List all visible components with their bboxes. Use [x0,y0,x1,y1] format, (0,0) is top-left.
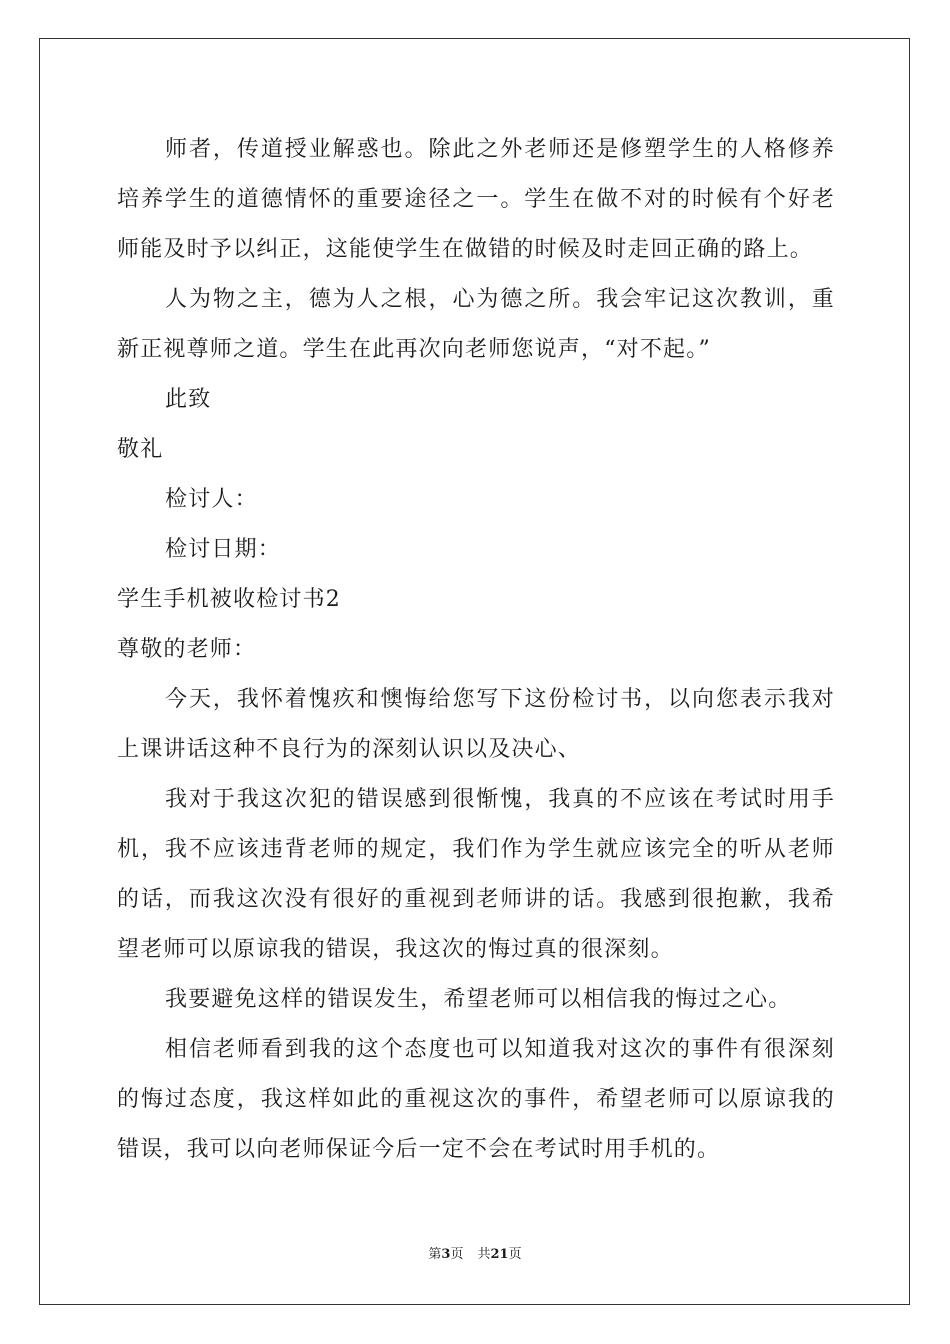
greeting: 尊敬的老师： [117,637,257,662]
signer-line: 检讨人： [165,487,258,512]
paragraph: 师者，传道授业解惑也。除此之外老师还是修塑学生的人格修养培养学生的道德情怀的重要途径之一。学生在做不对的时候有个好老师能及时予以纠正，这能使学生在做错的时候及时走回正确的路上。 [117,137,835,262]
page-suffix: 页 [450,1247,464,1262]
closing-respect: 敬礼 [117,437,164,462]
total-prefix: 共 [477,1247,491,1262]
paragraph: 人为物之主，德为人之根，心为德之所。我会牢记这次教训，重新正视尊师之道。学生在此再次向老师您说声，“对不起。” [117,287,835,362]
paragraph: 今天，我怀着愧疚和懊悔给您写下这份检讨书，以向您表示我对上课讲话这种不良行为的深刻认识以及决心、 [117,687,835,762]
total-suffix: 页 [508,1247,522,1262]
section-title: 学生手机被收检讨书2 [117,587,341,612]
page-footer [0,1246,950,1264]
total-pages: 21 [490,1247,509,1262]
closing-salutation: 此致 [165,387,212,412]
paragraph: 我对于我这次犯的错误感到很惭愧，我真的不应该在考试时用手机，我不应该违背老师的规定，我们作为学生就应该完全的听从老师的话，而我这次没有很好的重视到老师讲的话。我感到很抱歉，我希望老师可以原谅我的错误，我这次的悔过真的很深刻。 [117,787,835,962]
paragraph: 我要避免这样的错误发生，希望老师可以相信我的悔过之心。 [165,987,792,1012]
document-body [117,125,835,1175]
page-number: 3 [441,1247,451,1262]
paragraph: 相信老师看到我的这个态度也可以知道我对这次的事件有很深刻的悔过态度，我这样如此的重视这次的事件，希望老师可以原谅我的错误，我可以向老师保证今后一定不会在考试时用手机的。 [117,1037,835,1162]
date-line: 检讨日期： [165,537,282,562]
page-prefix: 第 [428,1247,442,1262]
